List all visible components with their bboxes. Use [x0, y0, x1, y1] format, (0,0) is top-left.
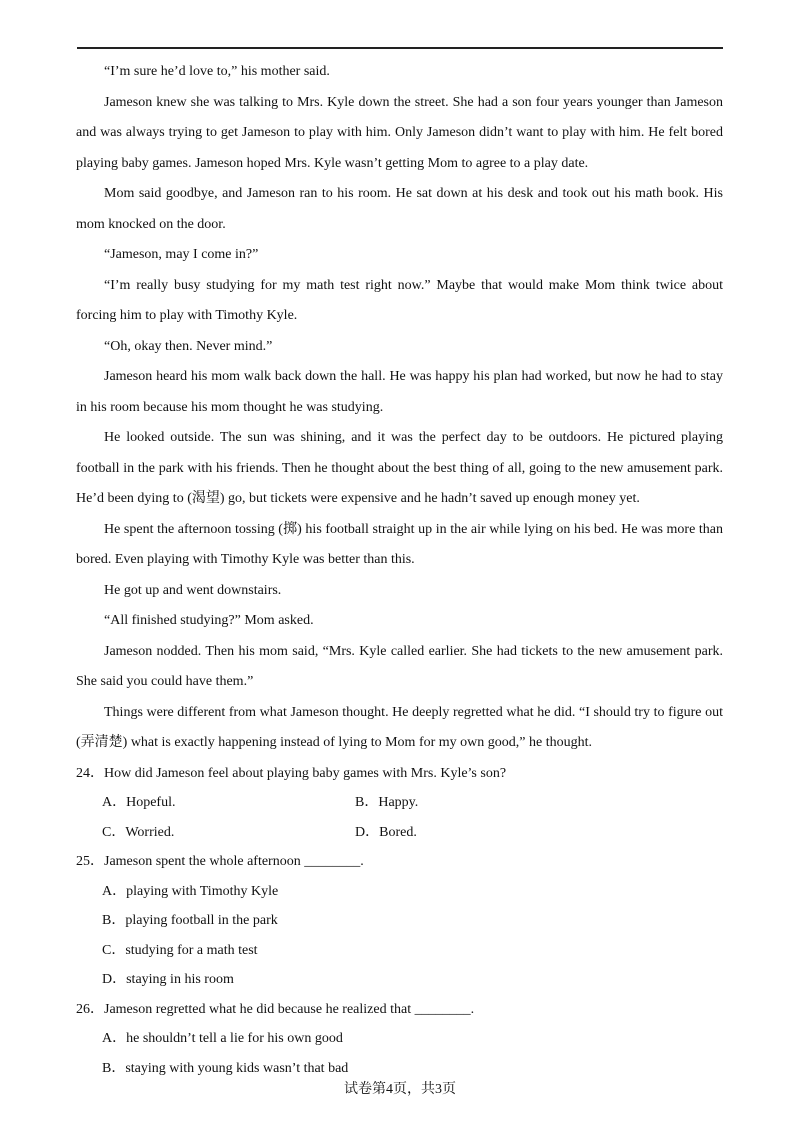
passage-paragraph: “Oh, okay then. Never mind.”	[104, 338, 273, 354]
option-d[interactable]: D．Bored.	[355, 824, 417, 840]
question-stem: 24．How did Jameson feel about playing baby games with Mrs. Kyle’s son?	[76, 765, 507, 781]
passage-paragraph: He got up and went downstairs.	[104, 582, 282, 598]
question-stem: 25．Jameson spent the whole afternoon ________.	[76, 854, 364, 869]
option-row	[76, 818, 723, 848]
option-b[interactable]: B．staying with young kids wasn’t that bad	[102, 1060, 349, 1076]
passage-paragraph: “I’m sure he’d love to,” his mother said.	[104, 64, 330, 79]
option-b[interactable]: B．playing football in the park	[102, 913, 278, 928]
question-24	[76, 759, 723, 848]
page-footer: 试卷第4页，共3页	[344, 1082, 456, 1097]
passage-paragraph: Mom said goodbye, and Jameson ran to his room. He sat down at his desk and took out his math book. His mom knocked on the door.	[76, 186, 723, 232]
option-a[interactable]: A．playing with Timothy Kyle	[102, 883, 279, 899]
question-25	[76, 847, 723, 995]
passage-paragraph: “All finished studying?” Mom asked.	[104, 613, 314, 628]
passage-paragraph: Jameson heard his mom walk back down the hall. He was happy his plan had worked, but now he had to stay in his room because his mom thought he was studying.	[76, 369, 723, 415]
option-c[interactable]: C．studying for a math test	[102, 942, 258, 958]
reading-passage	[76, 57, 723, 759]
option-row	[76, 788, 723, 818]
question-26	[76, 995, 723, 1084]
passage-paragraph: He looked outside. The sun was shining, and it was the perfect day to be outdoors. He pictured playing football in the park with his friends. Then he thought about the best thing of all, going to the new amusement park. He’d been dying to (渴望) go, but tickets were expensive and he hadn’t saved up enough money yet.	[76, 430, 723, 506]
passage-paragraph: Things were different from what Jameson thought. He deeply regretted what he did. “I should try to figure out (弄清楚) what is exactly happening instead of lying to Mom for my own good,” he thought.	[76, 704, 723, 750]
option-d[interactable]: D．staying in his room	[102, 972, 234, 987]
header-rule	[77, 47, 723, 49]
passage-paragraph: Jameson nodded. Then his mom said, “Mrs. Kyle called earlier. She had tickets to the new amusement park. She said you could have them.”	[76, 643, 723, 689]
option-c[interactable]: C．Worried.	[102, 824, 175, 840]
passage-paragraph: Jameson knew she was talking to Mrs. Kyle down the street. She had a son four years younger than Jameson and was always trying to get Jameson to play with him. Only Jameson didn’t want to play with him. He felt bored playing baby games. Jameson hoped Mrs. Kyle wasn’t getting Mom to agree to a play date.	[76, 94, 723, 171]
exam-content	[76, 57, 723, 1083]
passage-paragraph: “I’m really busy studying for my math test right now.” Maybe that would make Mom think twice about forcing him to play with Timothy Kyle.	[76, 277, 723, 323]
question-stem: 26．Jameson regretted what he did because he realized that ________.	[76, 1001, 475, 1017]
passage-paragraph: He spent the afternoon tossing (掷) his football straight up in the air while lying on his bed. He was more than bored. Even playing with Timothy Kyle was better than this.	[76, 521, 723, 567]
option-a[interactable]: A．Hopeful.	[102, 795, 176, 810]
passage-paragraph: “Jameson, may I come in?”	[104, 247, 259, 262]
option-a[interactable]: A．he shouldn’t tell a lie for his own good	[102, 1031, 343, 1046]
option-b[interactable]: B．Happy.	[355, 795, 419, 810]
